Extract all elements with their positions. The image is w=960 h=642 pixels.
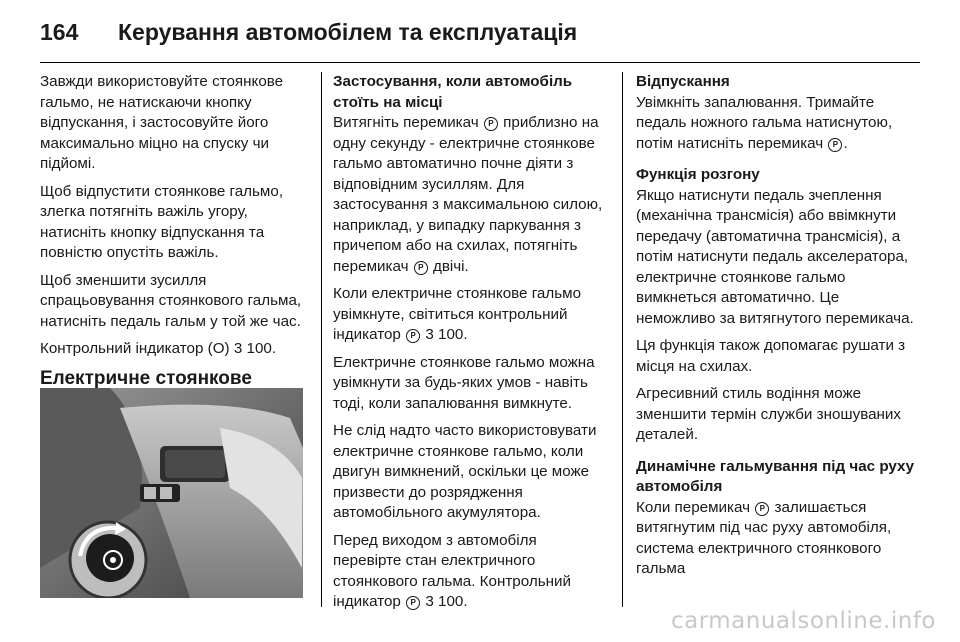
- parking-brake-icon: P: [828, 138, 842, 152]
- column-1: [40, 72, 308, 423]
- parking-brake-icon: P: [414, 261, 428, 275]
- parking-brake-icon: P: [406, 596, 420, 610]
- text-run: Витягніть перемикач: [333, 114, 479, 131]
- subheading-dynamic-braking: Динамічне гальмування під час руху автомобіля: [636, 457, 915, 495]
- subheading-drive-away: Функція розгону: [636, 166, 760, 183]
- subheading-release: Відпускання: [636, 73, 730, 90]
- page-reference-link[interactable]: 3 100.: [233, 340, 277, 357]
- parking-brake-icon: P: [406, 329, 420, 343]
- paragraph-auto-release: Якщо натиснути педаль зчеплення (механічна трансмісія) або ввімкнути передачу (автоматична трансмісія), а потім натиснути педаль акселератора, електричне стоянкове гальмо вимкнеться автоматично. Це неможливо за витягнутого перемикача.: [636, 186, 914, 327]
- paragraph-hill-start: Ця функція також допомагає рушати з місця на схилах.: [636, 337, 906, 375]
- paragraph-indicator-lit: [333, 284, 608, 346]
- indicator-text: Контрольний індикатор: [40, 340, 204, 357]
- paragraph-indicator-ref: [40, 339, 308, 360]
- paragraph-battery-warning: Не слід надто часто використовувати електричне стоянкове гальмо, коли двигун вимкнений, оскільки це може призвести до розрядження автомобільного акумулятора.: [333, 422, 597, 521]
- column-divider-2: [622, 72, 623, 607]
- paragraph-wear-note: Агресивний стиль водіння може зменшити термін служби зношуваних деталей.: [636, 385, 902, 443]
- column-3: [636, 72, 916, 587]
- text-run: Перед виходом з автомобіля перевірте стан електричного стоянкового гальма. Контрольний індикатор: [333, 531, 571, 610]
- section-heading-electric-brake: Електричне стоянкове: [40, 367, 252, 389]
- page-reference-link[interactable]: 3 100.: [425, 593, 468, 610]
- paragraph-reduce-effort: Щоб зменшити зусилля спрацьовування стоянкового гальма, натисніть педаль гальм у той же час.: [40, 271, 302, 330]
- parking-brake-switch-photo: [40, 388, 303, 598]
- paragraph-pull-switch: [333, 113, 608, 277]
- parking-brake-icon: P: [755, 502, 769, 516]
- paragraph-any-conditions: Електричне стоянкове гальмо можна увімкнути за будь-яких умов - навіть тоді, коли запалювання вимкнуте.: [333, 353, 595, 412]
- parking-brake-icon: P: [484, 117, 498, 131]
- paragraph-dynamic-braking: [636, 498, 916, 580]
- brake-warning-icon: (O): [207, 340, 230, 357]
- paragraph-parking-advice: Завжди використовуйте стоянкове гальмо, не натискаючи кнопку відпускання, і застосовуйте його максимально міцно на спуску чи підйомі.: [40, 73, 284, 172]
- watermark: carmanualsonline.info: [670, 608, 936, 634]
- page-number: 164: [40, 18, 79, 45]
- page-header: [40, 14, 577, 50]
- text-run: приблизно на одну секунду - електричне стоянкове гальмо автоматично почне діяти з відповідним зусиллям. Для застосування з максимальною силою, наприклад, у випадку паркування з причепом або на схилах, потягніть перемикач: [333, 114, 603, 275]
- subheading-applying-stationary: Застосування, коли автомобіль стоїть на місці: [333, 73, 573, 111]
- column-2: [333, 72, 608, 620]
- page-reference-link[interactable]: 3 100.: [425, 326, 468, 343]
- text-run: залишається витягнутим під час руху автомобіля, система електричного стоянкового гальма: [636, 498, 892, 577]
- column-divider-1: [321, 72, 322, 607]
- text-run: Увімкніть запалювання. Тримайте педаль ножного гальма натиснутою, потім натисніть перемикач: [636, 93, 893, 152]
- text-run: Коли перемикач: [636, 498, 751, 516]
- text-run: двічі.: [432, 257, 469, 275]
- text-run: Коли електричне стоянкове гальмо увімкнуте, світиться контрольний індикатор: [333, 285, 582, 343]
- paragraph-check-before-exit: [333, 531, 608, 613]
- page-title: Керування автомобілем та експлуатація: [118, 18, 578, 45]
- header-rule: [40, 62, 920, 63]
- paragraph-release-steps: Увімкніть запалювання. Тримайте педаль ножного гальма натиснутою, потім натисніть перемикач P .: [636, 93, 893, 152]
- paragraph-release-lever: Щоб відпустити стоянкове гальмо, злегка потягніть важіль угору, натисніть кнопку відпускання та повністю опустіть важіль.: [40, 182, 284, 261]
